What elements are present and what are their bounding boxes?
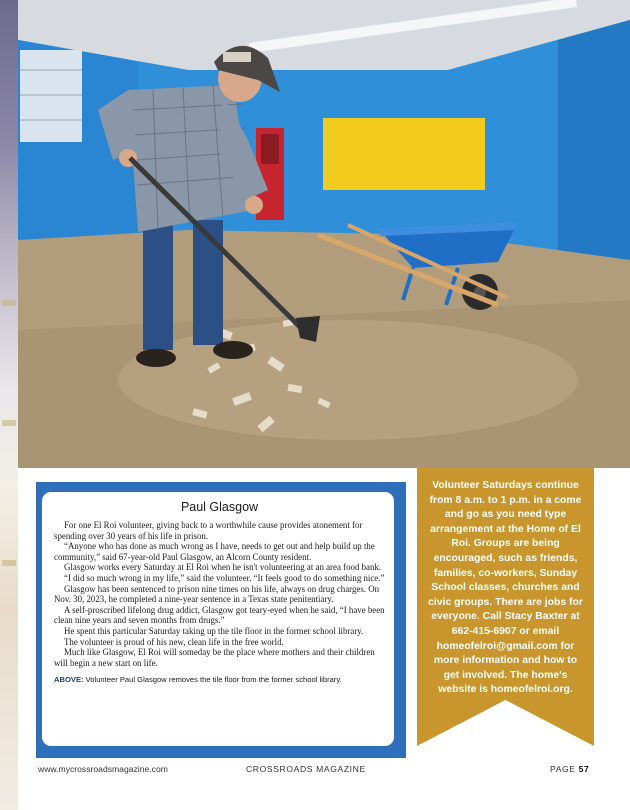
caption-label: ABOVE: — [54, 675, 84, 685]
article-paragraph: “I did so much wrong in my life,” said the volunteer. “It feels good to do something nice.” — [64, 572, 385, 583]
article-paragraph: Glasgow works every Saturday at El Roi when he isn't volunteering at an area food bank. — [64, 562, 382, 573]
article-paragraph: Much like Glasgow, El Roi will someday be the place where mothers and their children will begin a new start on life. — [54, 647, 375, 668]
page-gutter-strip — [0, 0, 18, 810]
article-paragraph: For one El Roi volunteer, giving back to a worthwhile cause provides atonement for spending over 30 years of his life in prison. — [54, 520, 363, 541]
article-paragraph: He spent this particular Saturday taking up the tile floor in the former school library. — [64, 625, 364, 636]
article-paragraph: “Anyone who has done as much wrong as I have, needs to get out and help build up the community,” said 67-year-old Paul Glasgow, an Alcorn County resident. — [54, 541, 375, 562]
banner-text: Volunteer Saturdays continue from 8 a.m. to 1 p.m. in a come and go as you need type arrangement at the Home of El Roi. Groups are being encouraged, such as friends, families, co-workers, Sunday School classes, churches and civic groups. There are jobs for everyone. Call Stacy Baxter at 662-415-6907 or email homeofelroi@gmail.com for more information and how to get involved. The home's website is homeofelroi.org. — [428, 480, 583, 696]
caption-text: Volunteer Paul Glasgow removes the tile floor from the former school library. — [83, 675, 342, 685]
article-paragraph: The volunteer is proud of his new, clean life in the free world. — [64, 636, 284, 647]
article-paragraph: Glasgow has been sentenced to prison nine times on his life, always on drug charges. On Nov. 30, 2023, he completed a nine-year sentence in a Texas state penitentiary. — [54, 583, 380, 605]
page-label: PAGE — [550, 764, 576, 774]
footer-url[interactable]: www.mycrossroadsmagazine.com — [38, 764, 168, 774]
photo-caption — [54, 675, 385, 684]
article-photo — [18, 0, 630, 468]
article-heading: Paul Glasgow — [180, 500, 259, 514]
footer-page-number — [550, 764, 589, 774]
article-paragraph: A self-proscribed lifelong drug addict, Glasgow got teary-eyed when he said, “I have been clean nine years and seven months from drugs.” — [54, 604, 385, 626]
article-card — [42, 492, 394, 746]
footer-magazine-name: CROSSROADS MAGAZINE — [246, 764, 366, 774]
page-number: 57 — [578, 764, 590, 774]
volunteer-info-banner — [417, 468, 594, 746]
photo-illustration — [18, 0, 630, 468]
